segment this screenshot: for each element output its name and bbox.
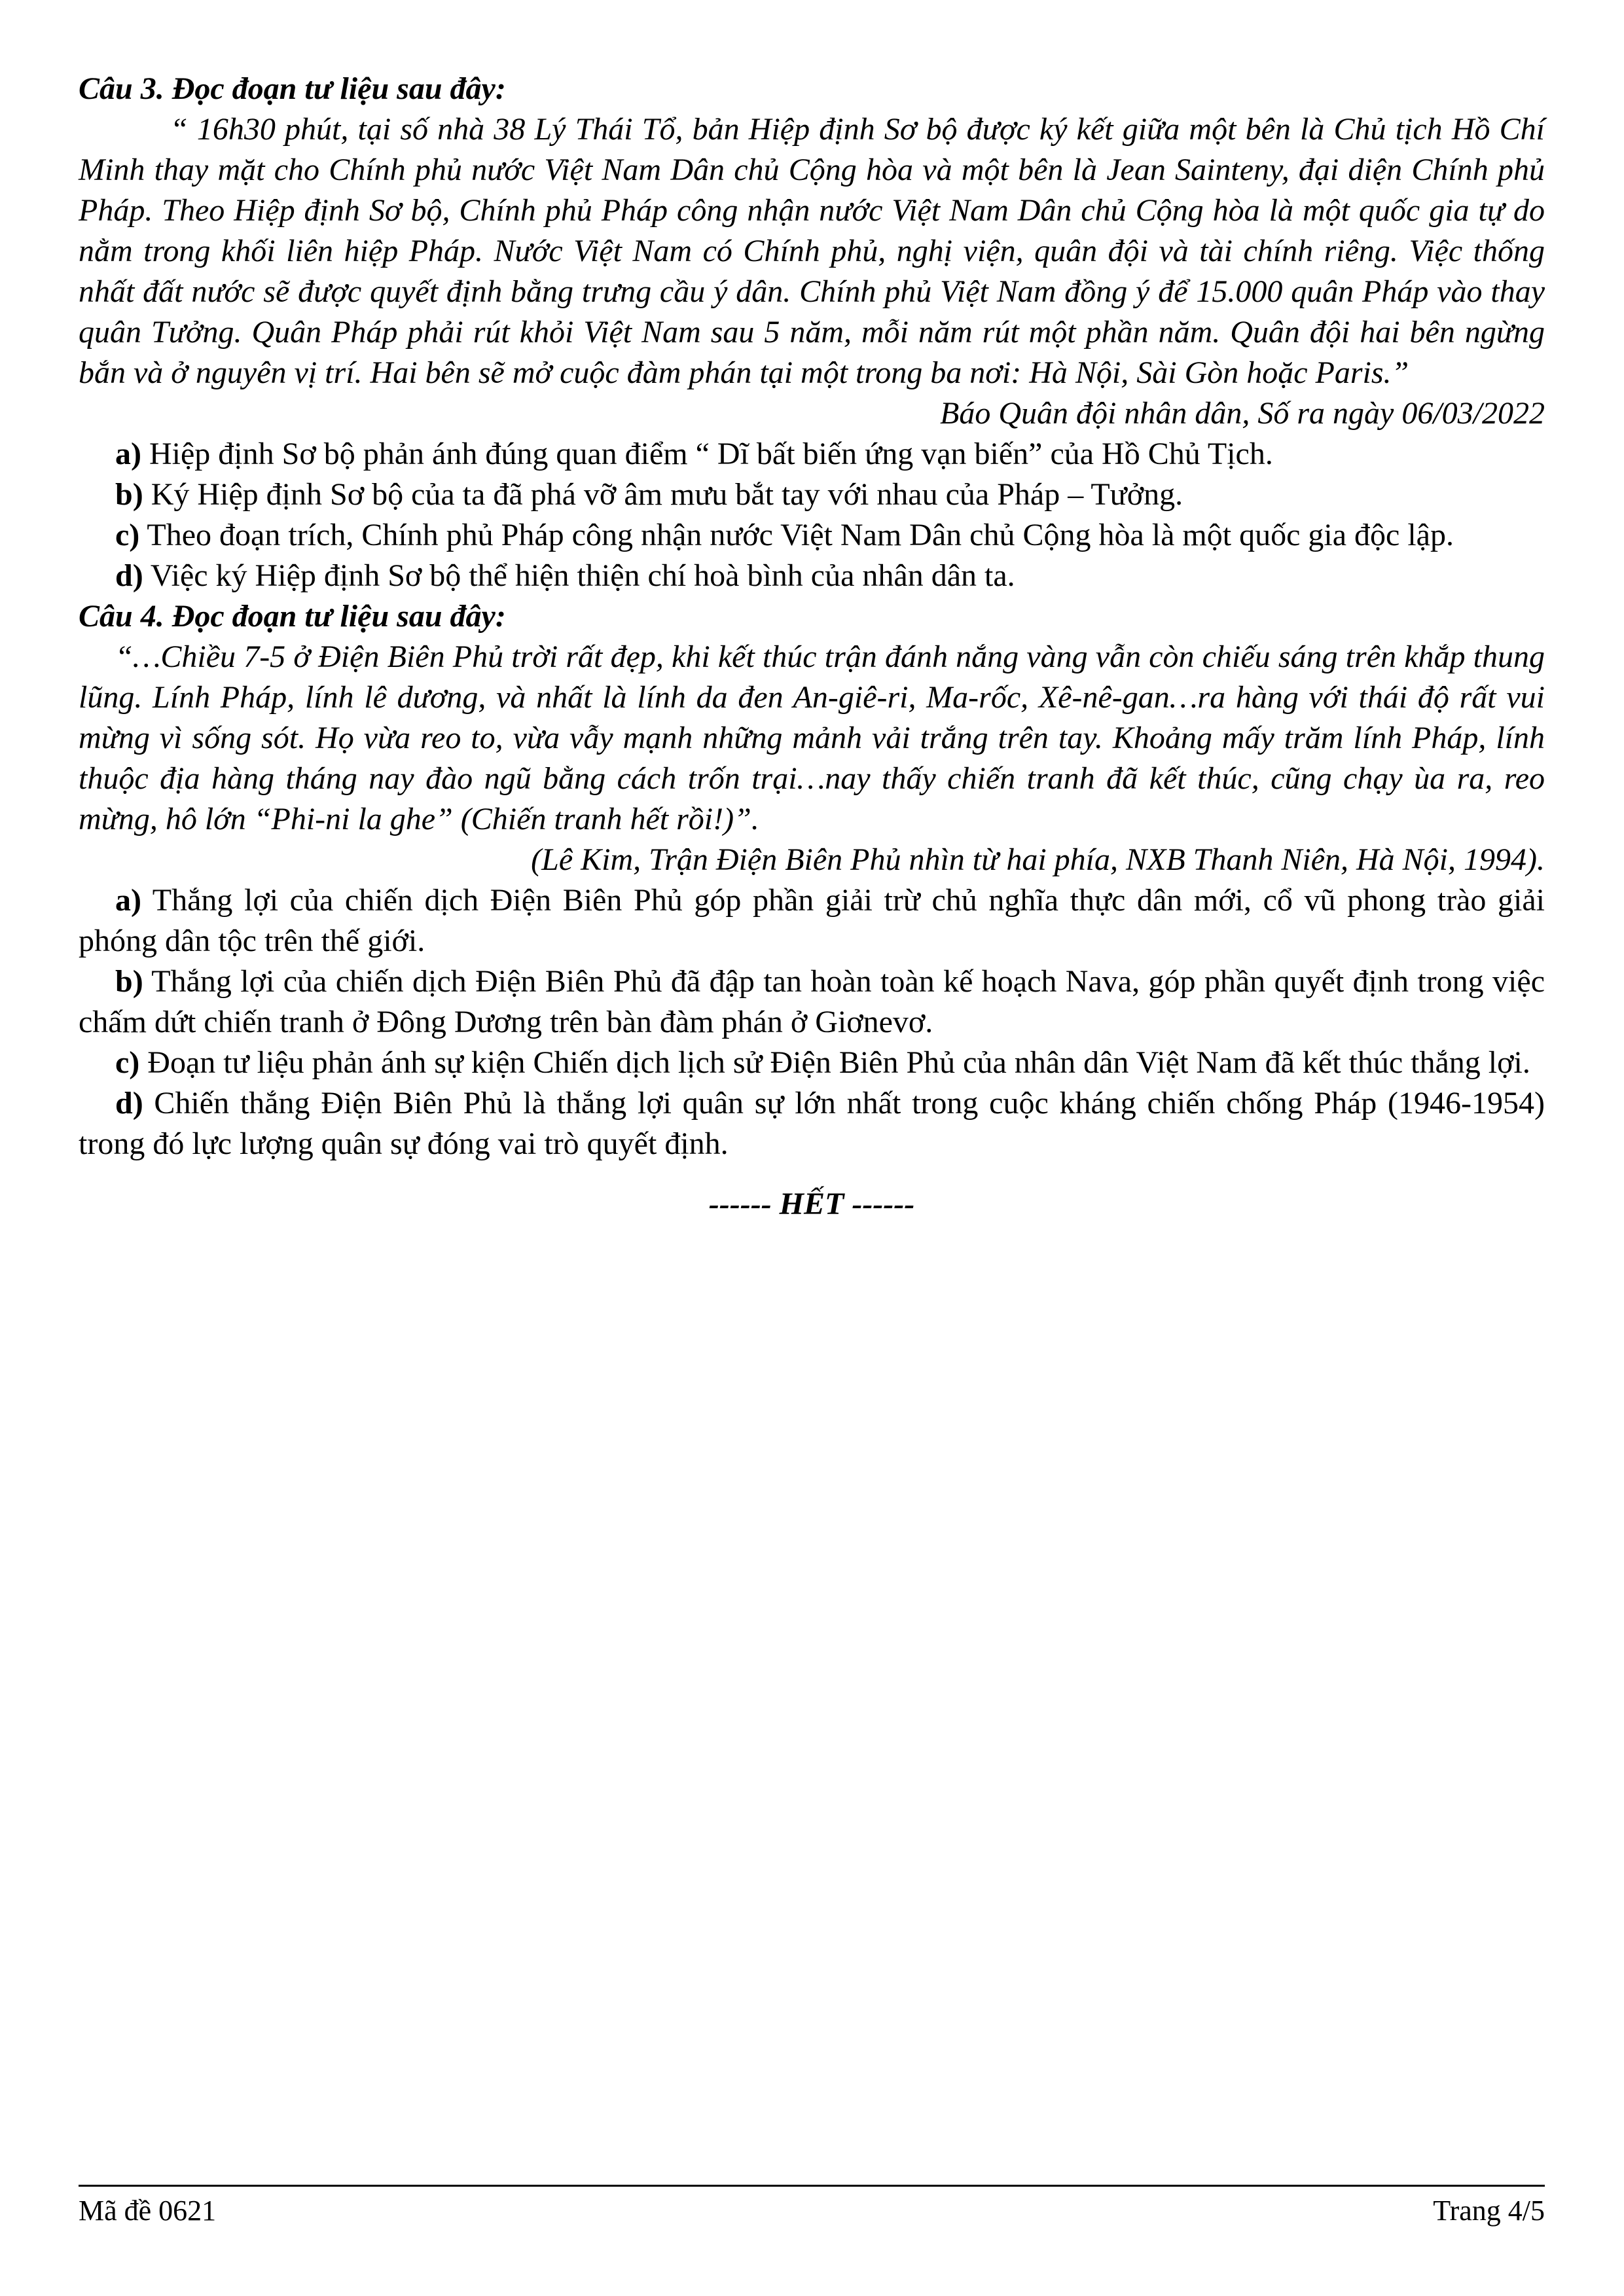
question-4-source: (Lê Kim, Trận Điện Biên Phủ nhìn từ hai phía, NXB Thanh Niên, Hà Nội, 1994). [531,842,1545,877]
option-text: Thắng lợi của chiến dịch Điện Biên Phủ góp phần giải trừ chủ nghĩa thực dân mới, cổ vũ phong trào giải phóng dân tộc trên thế giới. [79,883,1545,958]
option-text: Việc ký Hiệp định Sơ bộ thể hiện thiện chí hoà bình của nhân dân ta. [143,558,1015,593]
question-3-source: Báo Quân đội nhân dân, Số ra ngày 06/03/2022 [940,396,1545,431]
option-label: a) [115,883,141,918]
option-label: a) [115,437,141,471]
option-text: Thắng lợi của chiến dịch Điện Biên Phủ đã đập tan hoàn toàn kế hoạch Nava, góp phần quyết định trong việc chấm dứt chiến tranh ở Đông Dương trên bàn đàm phán ở Giơnevơ. [79,964,1545,1039]
exam-code: Mã đề 0621 [79,2195,217,2227]
option-text: Theo đoạn trích, Chính phủ Pháp công nhận nước Việt Nam Dân chủ Cộng hòa là một quốc gia độc lập. [139,518,1454,552]
question-4-option-a [79,880,1545,961]
question-3-title: Câu 3. Đọc đoạn tư liệu sau đây: [79,71,506,106]
question-3 [79,69,1545,596]
question-4-title: Câu 4. Đọc đoạn tư liệu sau đây: [79,599,506,634]
option-text: Hiệp định Sơ bộ phản ánh đúng quan điểm “ Dĩ bất biến ứng vạn biến” của Hồ Chủ Tịch. [141,437,1273,471]
question-4-passage: “…Chiều 7-5 ở Điện Biên Phủ trời rất đẹp, khi kết thúc trận đánh nắng vàng vẫn còn chiếu sáng trên khắp thung lũng. Lính Pháp, lính lê dương, và nhất là lính da đen An-giê-ri, Ma-rốc, Xê-nê-gan…ra hàng với thái độ rất vui mừng vì sống sót. Họ vừa reo to, vừa vẫy mạnh những mảnh vải trắng trên tay. Khoảng mấy trăm lính Pháp, lính thuộc địa hàng tháng nay đào ngũ bằng cách trốn trại…nay thấy chiến tranh đã kết thúc, cũng chạy ùa ra, reo mừng, hô lớn “Phi-ni la ghe” (Chiến tranh hết rồi!)”. [79,639,1545,836]
page-number: Trang 4/5 [1433,2195,1545,2227]
end-mark: ------ HẾT ------ [708,1187,915,1221]
question-3-option-d [79,556,1545,596]
question-4 [79,596,1545,1164]
question-4-option-b [79,961,1545,1043]
option-label: d) [115,1086,143,1121]
footer-divider [79,2185,1545,2187]
option-text: Ký Hiệp định Sơ bộ của ta đã phá vỡ âm mưu bắt tay với nhau của Pháp – Tưởng. [143,477,1183,512]
question-3-option-c [79,515,1545,556]
option-label: c) [115,518,140,552]
page-footer [79,2193,1545,2229]
option-label: b) [115,477,143,512]
option-text: Đoạn tư liệu phản ánh sự kiện Chiến dịch lịch sử Điện Biên Phủ của nhân dân Việt Nam đã kết thúc thắng lợi. [139,1045,1530,1080]
option-text: Chiến thắng Điện Biên Phủ là thắng lợi quân sự lớn nhất trong cuộc kháng chiến chống Pháp (1946-1954) trong đó lực lượng quân sự đóng vai trò quyết định. [79,1086,1545,1161]
question-3-passage [79,109,1545,393]
question-3-passage-text: “ 16h30 phút, tại số nhà 38 Lý Thái Tổ, bản Hiệp định Sơ bộ được ký kết giữa một bên là Chủ tịch Hồ Chí Minh thay mặt cho Chính phủ nước Việt Nam Dân chủ Cộng hòa và một bên là Jean Sainteny, đại diện Chính phủ Pháp. Theo Hiệp định Sơ bộ, Chính phủ Pháp công nhận nước Việt Nam Dân chủ Cộng hòa là một quốc gia tự do nằm trong khối liên hiệp Pháp. Nước Việt Nam có Chính phủ, nghị viện, quân đội và tài chính riêng. Việc thống nhất đất nước sẽ được quyết định bằng trưng cầu ý dân. Chính phủ Việt Nam đồng ý để 15.000 quân Pháp vào thay quân Tưởng. Quân Pháp phải rút khỏi Việt Nam sau 5 năm, mỗi năm rút một phần năm. Quân đội hai bên ngừng bắn và ở nguyên vị trí. Hai bên sẽ mở cuộc đàm phán tại một trong ba nơi: Hà Nội, Sài Gòn hoặc Paris.” [79,112,1545,390]
question-3-option-a [79,434,1545,475]
option-label: b) [115,964,143,999]
question-4-option-d [79,1083,1545,1164]
question-4-option-c [79,1043,1545,1083]
question-3-option-b [79,475,1545,515]
option-label: c) [115,1045,140,1080]
option-label: d) [115,558,143,593]
page-content [79,69,1545,1256]
